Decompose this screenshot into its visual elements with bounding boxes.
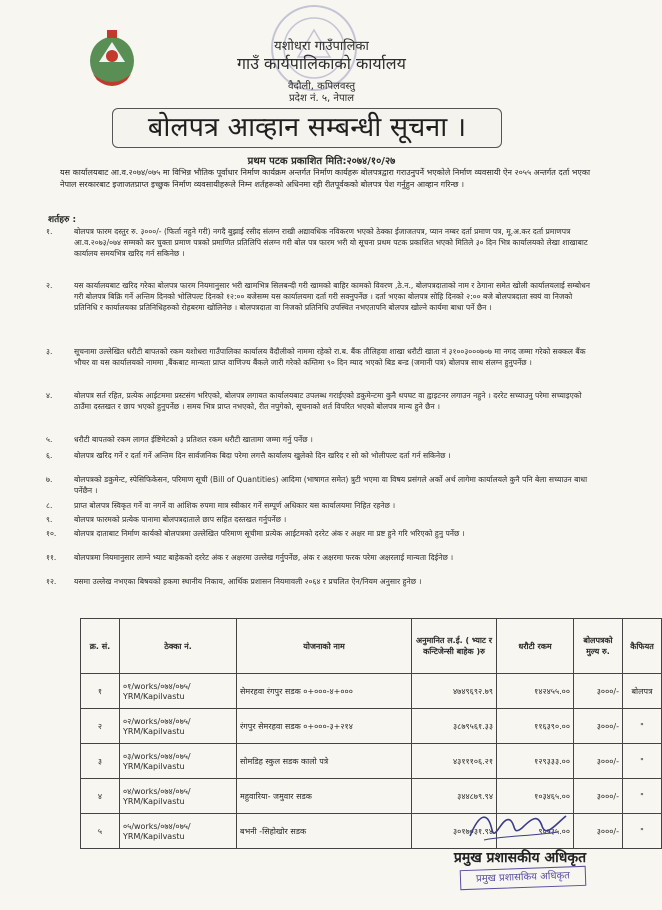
condition-text: बोलपत्र खरिद गर्ने र दर्ता गर्ने अन्तिम दिन सार्वजनिक बिदा परेमा लगत्तै कार्यालय खुलेको दिन खरिद र सो को भोलीपल्ट दर्ता गर्न सकिनेछ । — [74, 451, 451, 460]
col-contract-no: ठेक्का नं. — [120, 619, 237, 674]
cell-bid-price: ३०००/- — [574, 709, 623, 744]
col-serial: क्र. सं. — [81, 619, 120, 674]
table-row — [81, 709, 662, 744]
cell-serial: ३ — [81, 744, 120, 779]
condition-item — [46, 346, 598, 368]
condition-number: १२. — [46, 577, 57, 586]
cell-estimate: ३८७९५६१.३३ — [412, 709, 497, 744]
condition-text: यस कार्यालयबाट खरिद गरेका बोलपत्र फारम नियमानुसार भरी खामभित्र सिलबन्दी गरी खामको बाहिर कामको विवरण ,ठे.न., बोलपत्रदाताको नाम र ठेगाना समेत खोली कार्यालयलाई सम्बोधन गरी बोलपत्र बिक्रि गर्ने अन्तिम दिनको भोलिपल्ट दिनको १२:०० बजेसम्म यस कार्यालयमा दर्ता गरी सक्नुपर्नेछ । दर्ता भएका बोलपत्र सोहि दिनको २:०० बजे बोलपत्रदाता स्वयं वा निजको प्रतिनिधि र कार्यालयका प्रतिनिधिहरुको रोहबरमा खोलिनेछ । बोलपत्रदाता वा निजको प्रतिनिधि उपस्थित नभएतापनि बोलपत्र खोल्ने कार्यमा बाधा पर्ने छैन । — [74, 281, 590, 312]
condition-item — [46, 226, 598, 259]
condition-number: ५. — [46, 435, 53, 444]
office-address: वैदौली, कपिलवस्तु — [287, 81, 356, 92]
col-remarks: कैफियत — [623, 619, 662, 674]
cell-estimate: ३४४८७९.९४ — [412, 779, 497, 814]
cell-project-name: सेमरहवा रंगपुर सडक ०+०००-४+००० — [237, 674, 412, 709]
condition-item — [46, 390, 598, 412]
table-header-row — [81, 619, 662, 674]
cell-remarks: " — [623, 744, 662, 779]
cell-contract-no: ०१/works/०७४/०७५/ YRM/Kapilvastu — [120, 674, 237, 709]
cell-serial: २ — [81, 709, 120, 744]
cell-estimate: ३०१७०३१.९४ — [412, 814, 497, 849]
condition-text: सूचनामा उल्लेखित धरौटी बापतको रकम यशोधरा गाउँपालिका कार्यालय वैदौलीको नाममा रहेको रा.ब. बैंक तौलिहवा शाखा धरौटी खाता नं ३१००३०००७०७ मा नगद जम्मा गरेको सक्कल बैंक भौचर वा यस कार्यालयको नाममा ,बैंकबाट मान्यता प्राप्त वाणिज्य बैंकले जारी गरेको कम्तिमा ९० दिन म्याद भएको बिड बन्ड (जमानी पत्र) बोलपत्र साथ संलग्न हुनुपर्नेछ । — [74, 347, 586, 367]
condition-item — [46, 576, 598, 587]
province-line: प्रदेश नं. ५, नेपाल — [288, 93, 355, 104]
cell-deposit: ११६३९०.०० — [497, 709, 574, 744]
cell-contract-no: ०२/works/०७४/०७५/ YRM/Kapilvastu — [120, 709, 237, 744]
notice-title: बोलपत्र आव्हान सम्बन्धी सूचना । — [112, 108, 502, 148]
condition-item — [46, 552, 598, 563]
signatory-title: प्रमुख प्रशासकीय अधिकृत — [453, 850, 587, 866]
cell-estimate: ४३१११०६.२१ — [412, 744, 497, 779]
col-deposit: धरौटी रकम — [497, 619, 574, 674]
cell-deposit: ९०५३५.०० — [497, 814, 574, 849]
conditions-heading: शर्तहरु : — [48, 215, 77, 225]
cell-remarks: बोलपत्र — [623, 674, 662, 709]
condition-item — [46, 474, 598, 496]
condition-item — [46, 434, 598, 445]
signature-icon — [462, 806, 572, 846]
cell-bid-price: ३०००/- — [574, 779, 623, 814]
condition-number: ३. — [46, 347, 53, 356]
condition-text: बोलपत्र फारम दस्तुर रु. ३०००/- (फिर्ता नहुने गरी) नगदै बुझाई रसीद संलग्न राखी अद्यावधिक नविकरण भएको ठेक्का ईजाजतपत्र, प्यान नम्बर दर्ता प्रमाण पत्र, मू.अ.कर दर्ता प्रमाणपत्र आ.व.२०७३/०७४ सम्मको कर चुक्ता प्रमाण पत्रको प्रमाणित प्रतिलिपि संलग्न गरी बोल पत्र फारम भरी यो सूचना प्रथम पटक प्रकाशित भएको मितिले ३० दिन भित्र कार्यालयको लेखा शाखाबाट कार्यालय समयभित्र खरिद गर्न सकिनेछ । — [74, 227, 588, 258]
col-project-name: योजनाको नाम — [237, 619, 412, 674]
cell-deposit: १४२४५५.०० — [497, 674, 574, 709]
table-row — [81, 779, 662, 814]
condition-number: ७. — [46, 475, 53, 484]
condition-number: २. — [46, 281, 53, 290]
condition-number: ११. — [46, 553, 57, 562]
cell-deposit: १२९३३३.०० — [497, 744, 574, 779]
condition-item — [46, 500, 598, 511]
official-stamp: प्रमुख प्रशासकिय अधिकृत — [460, 866, 587, 890]
cell-contract-no: ०४/works/०७४/०७५/ YRM/Kapilvastu — [120, 779, 237, 814]
condition-item — [46, 528, 598, 539]
condition-text: बोलपत्रमा नियमानुसार लाग्ने भ्याट बाहेकको दररेट अंक र अक्षरमा उल्लेख गर्नुपर्नेछ, अंक र अक्षरमा फरक परेमा अक्षरलाई मान्यता दिईनेछ । — [74, 553, 454, 562]
table-row — [81, 674, 662, 709]
publish-date: प्रथम पटक प्रकाशित मिति:२०७४/१०/२७ — [247, 156, 396, 167]
contracts-table — [80, 618, 662, 849]
condition-number: १. — [46, 227, 53, 236]
condition-number: ६. — [46, 451, 53, 460]
cell-serial: ५ — [81, 814, 120, 849]
table-row — [81, 814, 662, 849]
cell-bid-price: ३०००/- — [574, 814, 623, 849]
condition-text: बोलपत्र फारमको प्रत्येक पानामा बोलपत्रदाताले छाप सहित दस्तखत गर्नुपर्नेछ । — [74, 515, 287, 524]
condition-text: बोलपत्र दाताबाट निर्माण कार्यको बोलपत्रमा उल्लेखित परिमाण सूचीमा प्रत्येक आईटमको दररेट अंक र अक्षर मा प्रष्ट हुने गरि भरिएको हुनु पर्नेछ । — [74, 529, 465, 538]
cell-bid-price: ३०००/- — [574, 674, 623, 709]
cell-serial: ४ — [81, 779, 120, 814]
cell-project-name: महुवारिया- जमुवार सडक — [237, 779, 412, 814]
cell-project-name: बभनी -सिहोखोर सडक — [237, 814, 412, 849]
cell-deposit: १०३४६५.०० — [497, 779, 574, 814]
condition-text: बोलपत्रको डकुमेन्ट, स्पेसिफिकेसन, परिमाण सूची (Bill of Quantities) आदिमा (भाषागत समेत) त्रुटी भएमा वा विषय प्रसंगले अर्को अर्थ लागेमा कार्यालयले कुनै पनि बेला सच्याउन बाधा पर्नेछैन । — [74, 475, 588, 495]
cell-contract-no: ०३/works/०७४/०७५/ YRM/Kapilvastu — [120, 744, 237, 779]
cell-remarks: " — [623, 779, 662, 814]
intro-paragraph: यस कार्यालयबाट आ.व.२०७४/०७५ मा विभिन्न भौतिक पूर्वाधार निर्माण कार्यक्रम अन्तर्गत निर्माण कार्यहरू बोलपत्रद्वारा गराउनुपर्ने भएकोले निर्माण व्यवसायी ऐन २०५५ अन्तर्गत दर्ता भएका नेपाल सरकारबाट इजाजतप्राप्त इच्छुक निर्माण व्यवसायीहरूले निम्न शर्तहरूको अधिनमा रही रीतपूर्वकको बोलपत्र पेश गर्नुहुन आव्हान गरिन्छ । — [60, 168, 591, 189]
condition-number: ४. — [46, 391, 53, 400]
cell-bid-price: ३०००/- — [574, 744, 623, 779]
condition-item — [46, 450, 598, 461]
condition-item — [46, 280, 598, 313]
cell-contract-no: ०५/works/०७४/०७५/ YRM/Kapilvastu — [120, 814, 237, 849]
condition-text: प्राप्त बोलपत्र स्विकृत गर्ने वा नगर्ने वा आंशिक रुपमा मात्र स्वीकार गर्ने सम्पूर्ण अधिकार यस कार्यालयमा निहित रहनेछ । — [74, 501, 396, 510]
table-row — [81, 744, 662, 779]
condition-text: धरौटी बापतको रकम लागत ईष्टिमेटको ३ प्रतिशत रकम धरौटी खातामा जम्मा गर्नु पर्नेछ । — [74, 435, 313, 444]
cell-serial: १ — [81, 674, 120, 709]
condition-text: यसमा उल्लेख नभएका बिषयको हकमा स्थानीय निकाय, आर्थिक प्रशासन नियमावली २०६४ र प्रचलित ऐन/नियम अनुसार हुनेछ । — [74, 577, 422, 586]
cell-remarks: " — [623, 709, 662, 744]
cell-estimate: ४७४९६९२.७९ — [412, 674, 497, 709]
condition-number: ९. — [46, 515, 53, 524]
condition-text: बोलपत्र सर्त रहित, प्रत्येक आईटममा प्रस्टसंग भरिएको, बोलपत्र लगायत कार्यालयबाट उपलब्ध गराईएको डकुमेन्टमा कुनै थपघट वा ह्वाइटनर लगाउन नहुने । दररेट सच्याउनु परेमा सच्याइएको ठाउँमा दस्तखत र छाप भएको हुनुपर्नेछ । समय भित्र प्राप्त नभएको, रीत नपुगेको, सूचनाको शर्त विपरित भएको बोलपत्र मान्य हुने छैन । — [74, 391, 582, 411]
condition-number: १०. — [46, 529, 57, 538]
office-name: गाउँ कार्यपालिकाको कार्यालय — [237, 54, 406, 73]
col-bid-price: बोलपत्रको मुल्य रु. — [574, 619, 623, 674]
cell-project-name: सोमडिह स्कुल सडक कालो पत्रे — [237, 744, 412, 779]
col-estimate: अनुमानित ल.ई. ( भ्याट र कन्टिजेन्सी बाहेक )रु — [412, 619, 497, 674]
condition-item — [46, 514, 598, 525]
condition-number: ८. — [46, 501, 53, 510]
municipality-name: यशोधरा गाउँपालिका — [274, 39, 369, 54]
cell-project-name: रंगपुर सेमरहवा सडक ०+०००-३+२१४ — [237, 709, 412, 744]
cell-remarks: " — [623, 814, 662, 849]
